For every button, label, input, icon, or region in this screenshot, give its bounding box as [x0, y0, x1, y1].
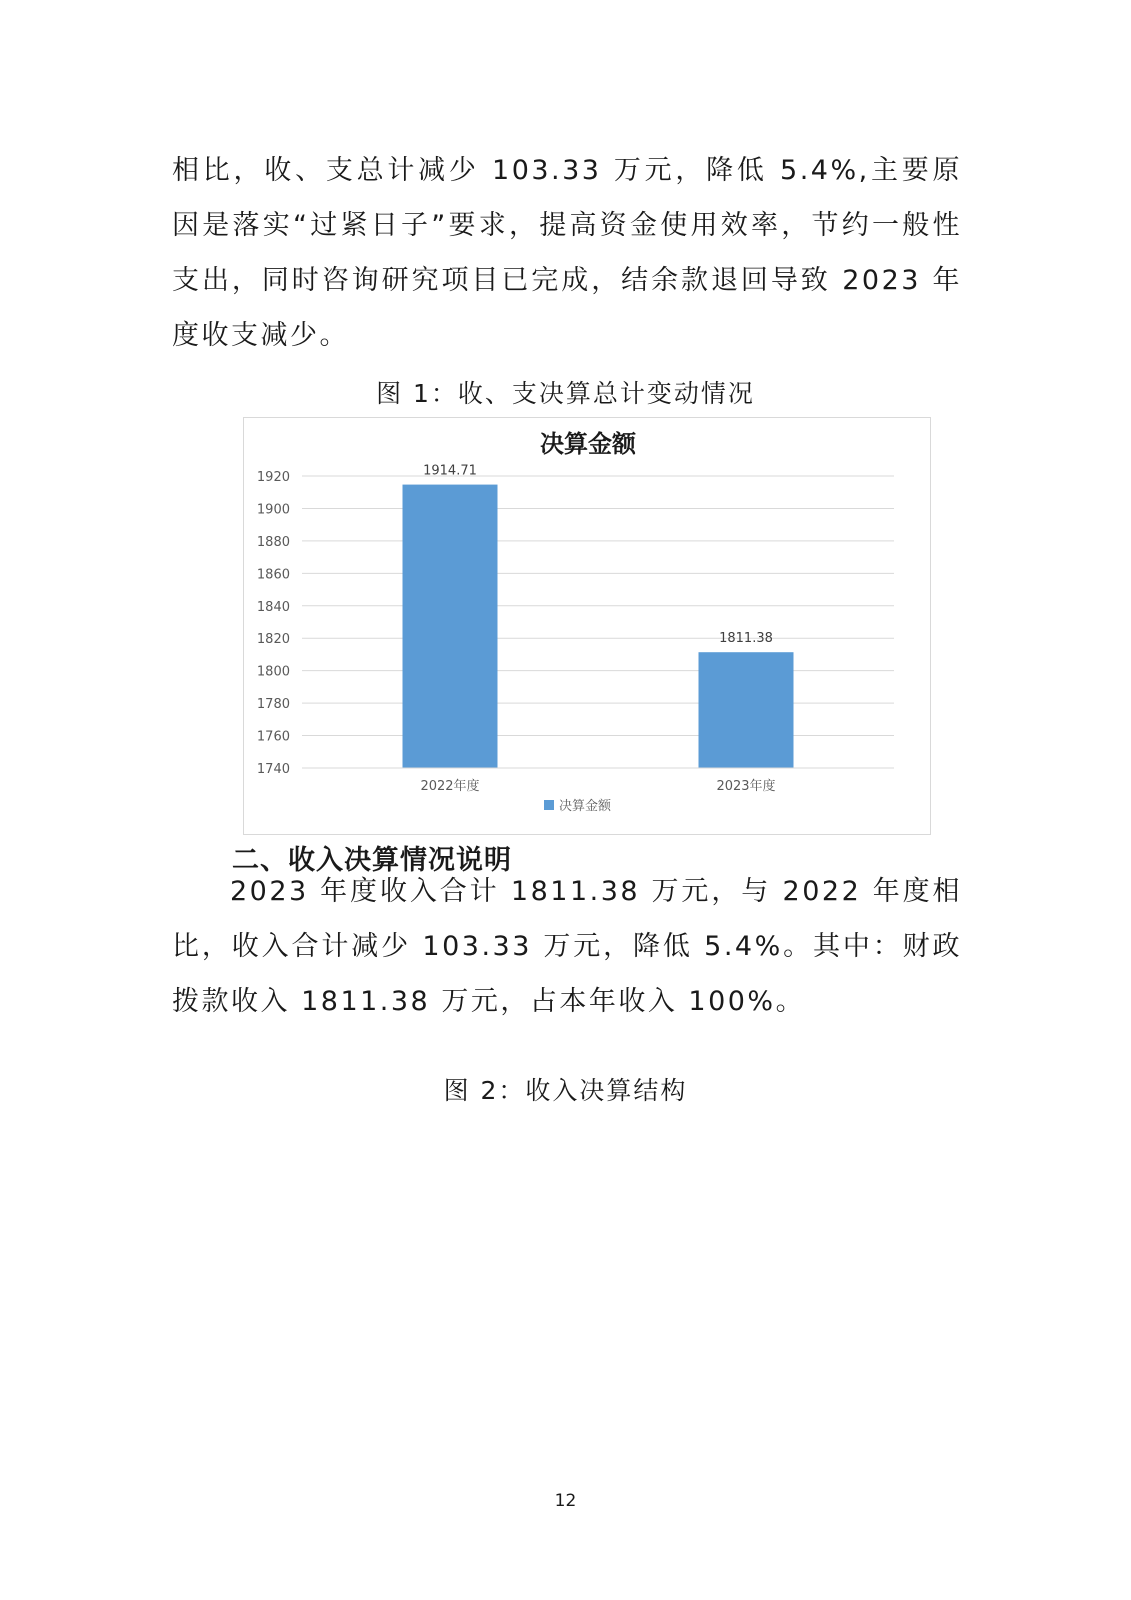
- chart-x-axis: [302, 768, 894, 794]
- y-tick-label: 1900: [256, 502, 290, 518]
- chart-y-axis: [257, 470, 290, 777]
- y-tick-label: 1860: [256, 567, 290, 583]
- y-tick-label: 1740: [256, 762, 290, 777]
- section-heading: 二、收入决算情况说明: [232, 845, 512, 876]
- budget-bar-chart: [243, 417, 931, 835]
- chart-svg: [244, 418, 932, 836]
- x-tick-label: 2023年度: [716, 779, 776, 794]
- y-tick-label: 1780: [256, 697, 290, 713]
- bar: [699, 652, 794, 768]
- y-tick-label: 1820: [256, 632, 290, 648]
- y-tick-label: 1800: [256, 664, 290, 680]
- bar-data-label: 1914.71: [423, 463, 477, 479]
- intro-paragraph: 相比，收、支总计减少 103.33 万元，降低 5.4%,主要原因是落实“过紧日子”要求，提高资金使用效率，节约一般性支出，同时咨询研究项目已完成，结余款退回导致 2023 年度收支减少。: [172, 155, 962, 351]
- figure-1-caption: 图 1：收、支决算总计变动情况: [376, 379, 755, 408]
- legend-label: 决算金额: [559, 799, 612, 814]
- y-tick-label: 1880: [256, 534, 290, 550]
- chart-gridlines: [302, 476, 894, 768]
- legend-swatch: [544, 800, 554, 810]
- chart-bars: [403, 485, 794, 768]
- bar-data-label: 1811.38: [719, 631, 773, 647]
- y-tick-label: 1920: [256, 470, 290, 485]
- x-tick-label: 2022年度: [420, 779, 480, 794]
- income-paragraph: 2023 年度收入合计 1811.38 万元，与 2022 年度相比，收入合计减少 103.33 万元，降低 5.4%。其中：财政拨款收入 1811.38 万元，占本年收入 100%。: [172, 876, 962, 1017]
- y-tick-label: 1840: [256, 599, 290, 615]
- chart-legend: [544, 798, 612, 814]
- chart-title: 决算金额: [540, 430, 636, 458]
- y-tick-label: 1760: [256, 729, 290, 745]
- bar: [403, 485, 498, 768]
- page-number: 12: [554, 1491, 577, 1511]
- figure-2-caption: 图 2：收入决算结构: [443, 1076, 688, 1105]
